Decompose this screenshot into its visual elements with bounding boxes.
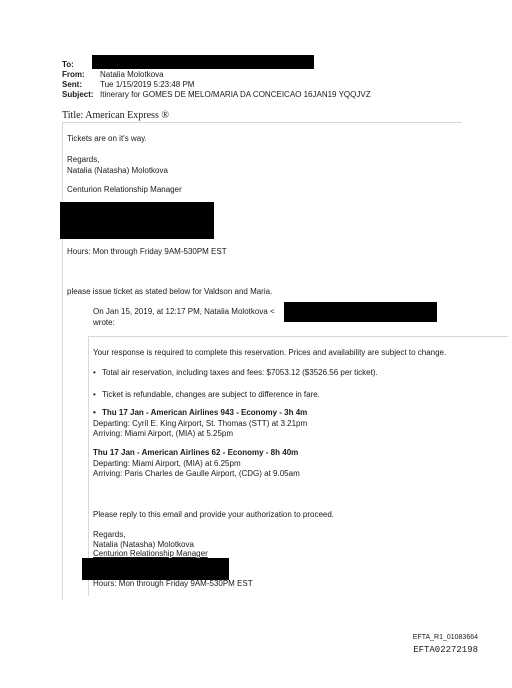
flight2-title: Thu 17 Jan - American Airlines 62 - Economy - 8h 40m bbox=[93, 448, 299, 457]
quoted-wrote: wrote: bbox=[93, 318, 115, 327]
quoted-notice: Your response is required to complete this reservation. Prices and availability are subject to change. bbox=[93, 348, 447, 357]
flight2-depart: Departing: Miami Airport, (MIA) at 6.25pm bbox=[93, 459, 241, 468]
redaction-quoted-contact bbox=[82, 558, 229, 580]
sent-value: Tue 1/15/2019 5:23:48 PM bbox=[100, 80, 195, 89]
left-border bbox=[62, 122, 63, 600]
quoted-intro: On Jan 15, 2019, at 12:17 PM, Natalia Molotkova < bbox=[93, 307, 275, 316]
reply-request: please issue ticket as stated below for Valdson and Maria. bbox=[67, 287, 273, 296]
redaction-contact bbox=[60, 202, 214, 239]
footer-ref-1: EFTA_R1_01083664 bbox=[412, 634, 478, 641]
bullet-dot: • bbox=[93, 368, 96, 377]
divider bbox=[62, 122, 462, 123]
flight1-depart: Departing: Cyril E. King Airport, St. Thomas (STT) at 3.21pm bbox=[93, 419, 308, 428]
bullet-dot: • bbox=[93, 390, 96, 399]
from-label: From: bbox=[62, 70, 85, 79]
bullet-total: Total air reservation, including taxes and fees: $7053.12 ($3526.56 per ticket). bbox=[102, 368, 378, 377]
bullet-dot: • bbox=[93, 408, 96, 417]
reply-role: Centurion Relationship Manager bbox=[67, 185, 182, 194]
flight2-arrive: Arriving: Paris Charles de Gaulle Airport, (CDG) at 9.05am bbox=[93, 469, 300, 478]
sent-label: Sent: bbox=[62, 80, 82, 89]
reply-name: Natalia (Natasha) Molotkova bbox=[67, 166, 168, 175]
flight1-arrive: Arriving: Miami Airport, (MIA) at 5.25pm bbox=[93, 429, 234, 438]
redaction-email bbox=[284, 302, 437, 322]
subject-label: Subject: bbox=[62, 90, 94, 99]
quoted-role: Centurion Relationship Manager bbox=[93, 549, 208, 558]
subject-value: Itinerary for GOMES DE MELO/MARIA DA CONCEICAO 16JAN19 YQQJVZ bbox=[100, 90, 371, 99]
reply-prompt: Please reply to this email and provide your authorization to proceed. bbox=[93, 510, 335, 519]
reply-hours: Hours: Mon through Friday 9AM-530PM EST bbox=[67, 247, 227, 256]
from-value: Natalia Molotkova bbox=[100, 70, 164, 79]
flight1-title: Thu 17 Jan - American Airlines 943 - Economy - 3h 4m bbox=[102, 408, 308, 417]
reply-line: Tickets are on it's way. bbox=[67, 134, 147, 143]
quoted-border bbox=[88, 336, 89, 596]
quoted-divider bbox=[88, 336, 508, 337]
bullet-refund: Ticket is refundable, changes are subject to difference in fare. bbox=[102, 390, 320, 399]
reply-regards: Regards, bbox=[67, 155, 100, 164]
quoted-hours: Hours: Mon through Friday 9AM-530PM EST bbox=[93, 579, 253, 588]
quoted-name: Natalia (Natasha) Molotkova bbox=[93, 540, 194, 549]
email-title: Title: American Express ® bbox=[62, 110, 169, 121]
redaction-to bbox=[92, 55, 314, 69]
footer-ref-2: EFTA02272198 bbox=[413, 645, 478, 655]
to-label: To: bbox=[62, 60, 74, 69]
quoted-regards: Regards, bbox=[93, 530, 126, 539]
